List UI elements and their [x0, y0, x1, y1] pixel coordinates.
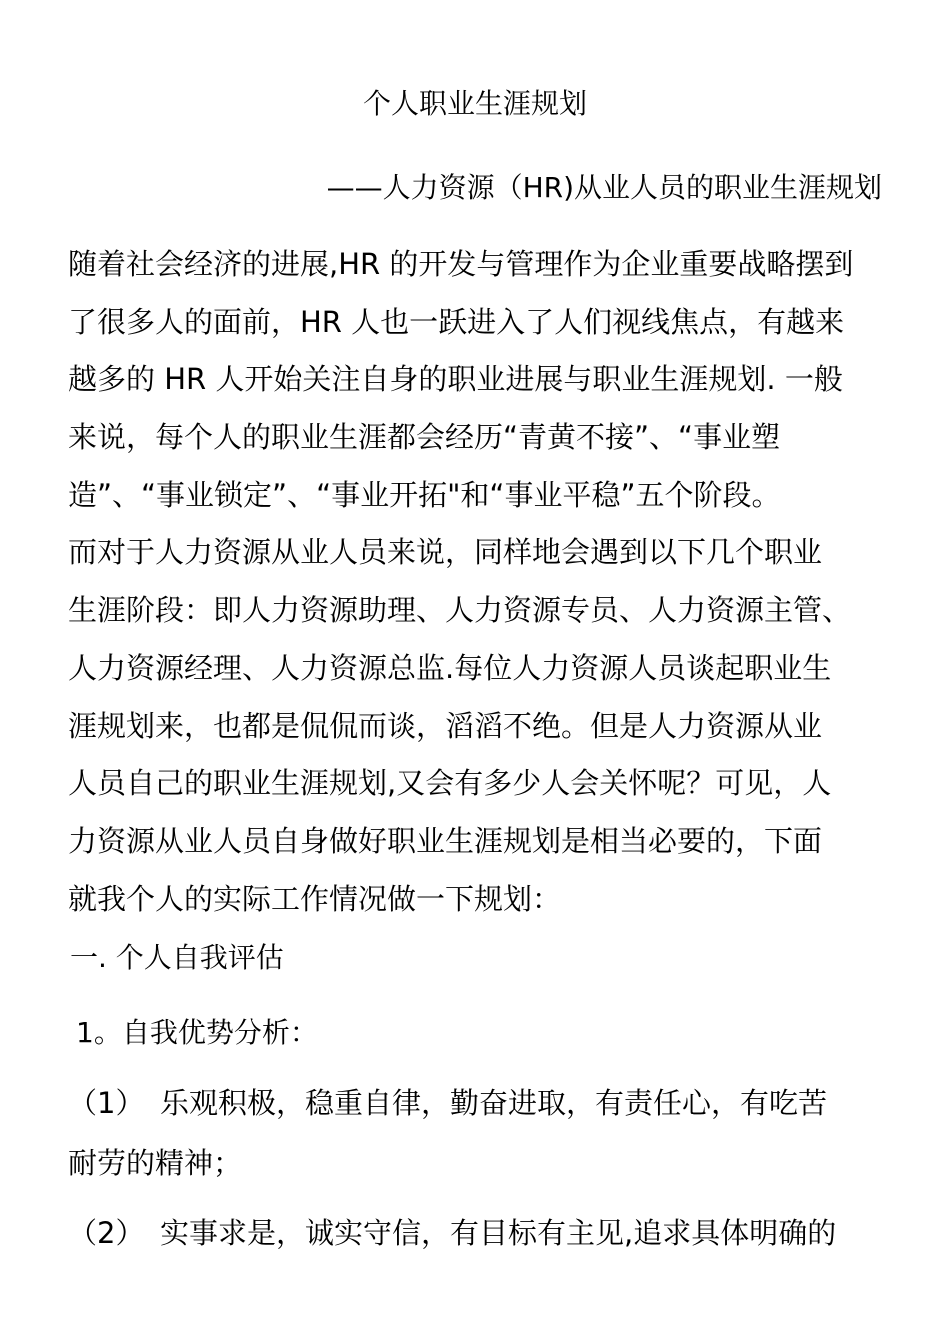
paragraph-line: 力资源从业人员自身做好职业生涯规划是相当必要的，下面	[68, 823, 823, 858]
list-item-text: 实事求是，诚实守信，有目标有主见,追求具体明确的	[160, 1216, 837, 1250]
paragraph-line: 人力资源经理、人力资源总监.每位人力资源人员谈起职业生	[68, 650, 832, 685]
paragraph-line: 人员自己的职业生涯规划,又会有多少人会关怀呢？可见，人	[68, 766, 832, 801]
section-heading: 一. 个人自我评估	[70, 941, 284, 974]
list-item	[68, 1203, 880, 1263]
intro-paragraph	[68, 236, 880, 928]
paragraph-line: 随着社会经济的进展,HR 的开发与管理作为企业重要战略摆到	[68, 247, 854, 281]
list-item-text: 乐观积极，稳重自律，勤奋进取，有责任心，有吃苦	[160, 1086, 828, 1120]
list-item-line: 耐劳的精神；	[68, 1146, 243, 1180]
list-item	[68, 1073, 880, 1193]
paragraph-line: 生涯阶段：即人力资源助理、人力资源专员、人力资源主管、	[68, 593, 852, 628]
paragraph-line: 就我个人的实际工作情况做一下规划：	[68, 881, 562, 916]
paragraph-line: 越多的 HR 人开始关注自身的职业进展与职业生涯规划. 一般	[68, 362, 843, 397]
list-item-line	[68, 1203, 880, 1263]
document-subtitle: ——人力资源（HR)从业人员的职业生涯规划	[326, 171, 882, 204]
list-item-label: （1）	[68, 1086, 145, 1120]
subsection-heading: 1。自我优势分析：	[76, 1016, 318, 1049]
paragraph-line: 而对于人力资源从业人员来说，同样地会遇到以下几个职业	[68, 535, 823, 570]
paragraph-line: 涯规划来，也都是侃侃而谈，滔滔不绝。但是人力资源从业	[68, 708, 823, 743]
list-item-label: （2）	[68, 1216, 145, 1250]
paragraph-line: 来说，每个人的职业生涯都会经历“青黄不接”、“事业塑	[68, 420, 781, 455]
list-item-line	[68, 1073, 880, 1133]
document-title: 个人职业生涯规划	[362, 87, 587, 120]
paragraph-line: 了很多人的面前，HR 人也一跃进入了人们视线焦点，有越来	[68, 304, 845, 339]
paragraph-line: 造”、“事业锁定”、“事业开拓"和“事业平稳”五个阶段。	[68, 477, 781, 512]
